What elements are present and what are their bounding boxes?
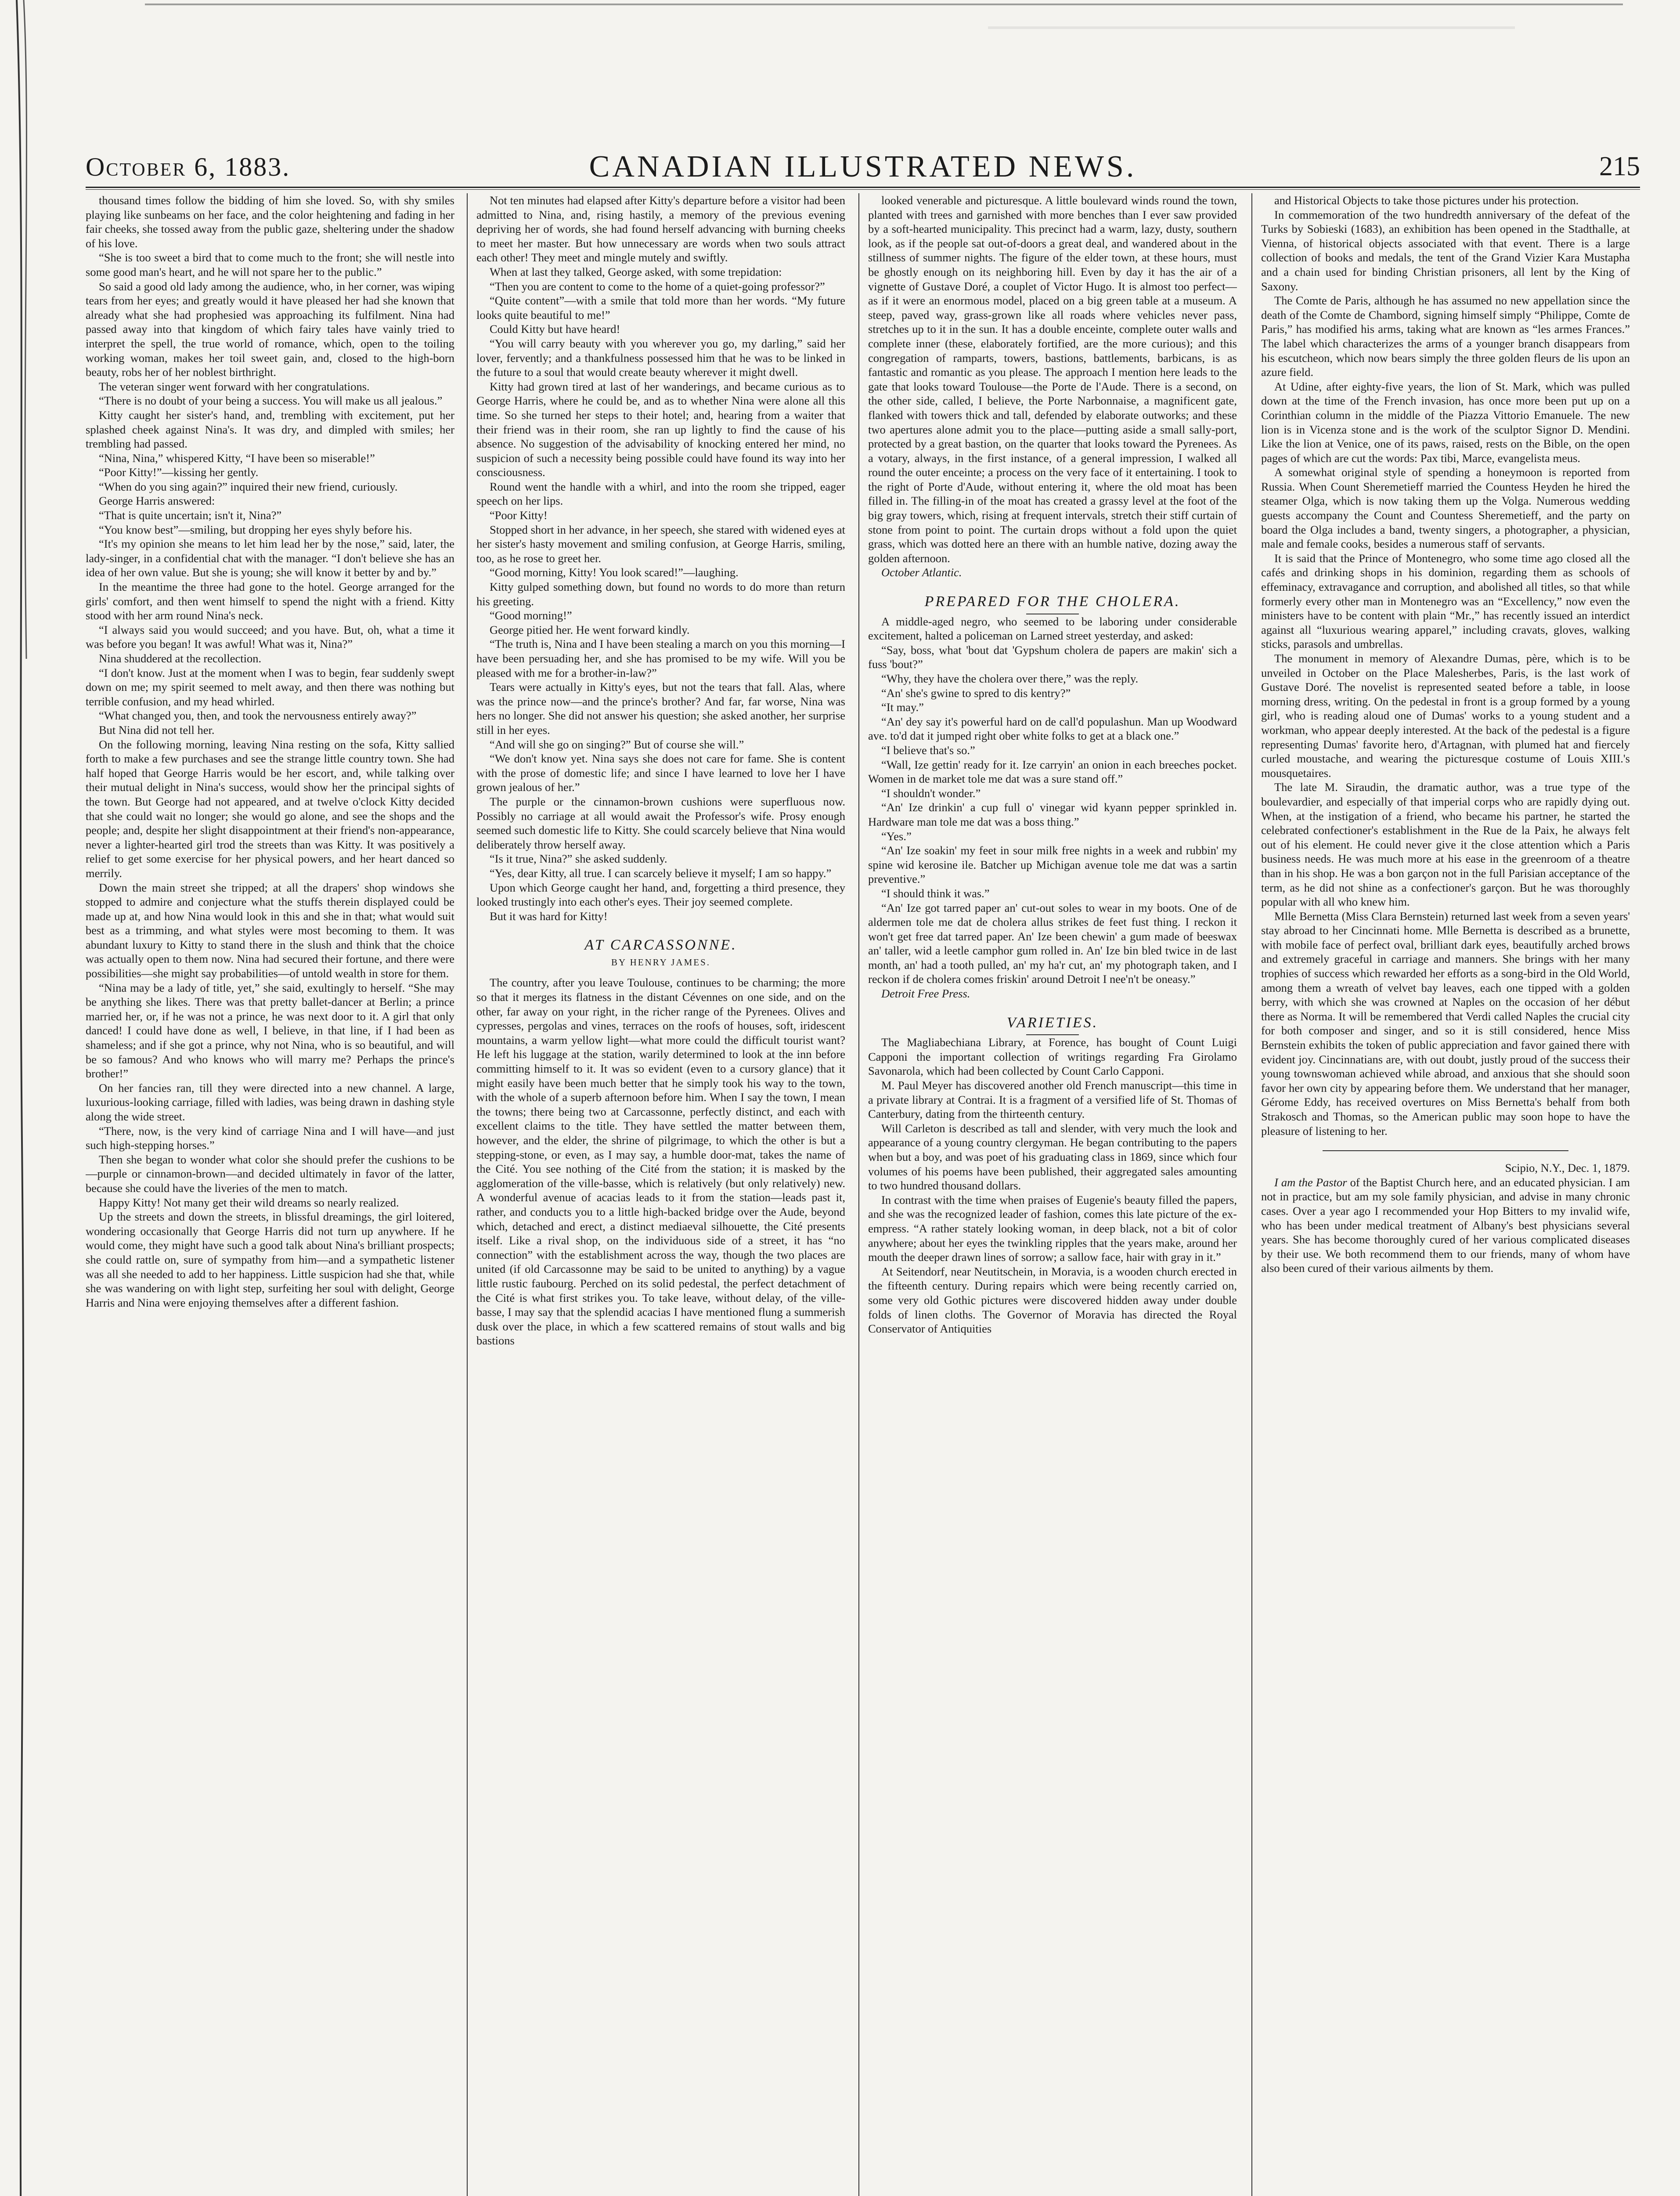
binding-edge-graphic (9, 0, 35, 2196)
paragraph: The veteran singer went forward with her congratulations. (99, 379, 370, 393)
ad-dateline: Scipio, N.Y., Dec. 1, 1879. (1505, 1161, 1630, 1175)
paragraph: Kitty gulped something down, but found no words to do more than return his greeting. (476, 580, 845, 608)
paragraph: “It may.” (881, 701, 924, 714)
binding-edge (9, 0, 35, 2196)
column-rule (858, 193, 859, 2196)
paragraph: M. Paul Meyer has discovered another old French manuscript—this time in a private library at Contrai. It is a fragment of a versified life of St. Thomas of Canterbury, dating from the thirteenth century. (868, 1079, 1237, 1121)
paragraph: But Nina did not tell her. (99, 723, 215, 737)
paragraph: Mlle Bernetta (Miss Clara Bernstein) returned last week from a seven years' stay abroad to her Cincinnati home. Mlle Bernetta is described as a brunette, with mobile face of perfect oval, brilliant dark eyes, beautifully arched brows and extremely graceful in carriage and manners. She brings with her many trophies of success which rewarded her efforts as a song-bird in the Old World, among them a wreath of velvet bay leaves, each one tipped with a golden berry, with which she was crowned at Naples on the occasion of her début there as Norma. It will be remembered that Verdi called Naples the crucial city for both composer and singer, and so it is still considered, hence Miss Bernstein exhibits the token of public appreciation and favor gained there with evident joy. Cincinnatians are, with out doubt, justly proud of the success their young townswoman achieved while abroad, and anxious that she should soon favor her own city by appearing before them. We understand that her manager, Gérome Eddy, has received overtures on Miss Bernetta's behalf from both Strakosch and Thomas, so the American public may soon hope to have the pleasure of listening to her. (1261, 909, 1630, 1138)
bleed-through-mark (988, 26, 1515, 29)
paragraph: “Nina may be a lady of title, yet,” she said, exultingly to herself. “She may be anything she likes. There was that pretty ballet-dancer at Berlin; a prince married her, or, if he was not a prince, he was next door to it. A girl that only danced! I could have done as well, I believe, in that line, if I had been as shameless; and if she got a prince, why not Nina, who is so beautiful, and will be so famous? And who knows who will marry me? Perhaps the prince's brother!” (86, 981, 454, 1080)
paragraph: So said a good old lady among the audience, who, in her corner, was wiping tears from her eyes; and greatly would it have pleased her had she known that already what she had prophesied was approaching its fulfilment. Nina had passed away into that kingdom of which fairy tales have vainly tried to interpret the spell, the true world of romance, which, open to the toiling working woman, makes her toil sweet gain, and, closed to the high-born beauty, robs her of her noblest birthright. (86, 279, 454, 379)
column-rule (1251, 193, 1252, 2196)
column-3 (868, 193, 1237, 2196)
paragraph: Kitty caught her sister's hand, and, trembling with excitement, put her splashed cheek against Nina's. It was dry, and dimpled with smiles; her trembling had passed. (86, 408, 454, 451)
paragraph: In commemoration of the two hundredth anniversary of the defeat of the Turks by Sobieski (1683), an exhibition has been opened in the Stadthalle, at Vienna, of historical objects associated with that event. There is a large collection of books and medals, the tent of the Grand Vizier Kara Mustapha and a chain used for binding Christian prisoners, all lent by the King of Saxony. (1261, 208, 1630, 293)
paragraph: “I don't know. Just at the moment when I was to begin, fear suddenly swept down on me; my spirit seemed to melt away, and then there was nothing but terrible confusion, and my head whirled. (86, 666, 454, 708)
paragraph: “Wall, Ize gettin' ready for it. Ize carryin' an onion in each breeches pocket. Women in de market tole me dat was a sure stand off.” (868, 758, 1237, 786)
source-credit: Detroit Free Press. (881, 987, 970, 1000)
page-number: 215 (1599, 152, 1640, 181)
paragraph: Stopped short in her advance, in her speech, she stared with widened eyes at her sister's hasty movement and smiling confusion, at George Harris, smiling, too, as he rose to greet her. (476, 523, 845, 565)
paragraph: Happy Kitty! Not many get their wild dreams so nearly realized. (99, 1196, 399, 1209)
advertisement-text (1261, 1175, 1630, 1275)
paragraph: But it was hard for Kitty! (490, 909, 608, 923)
paragraph: “Quite content”—with a smile that told more than her words. “My future looks quite beautiful to me!” (476, 294, 845, 321)
paragraph: “And will she go on singing?” But of course she will.” (490, 737, 744, 751)
paragraph: “Good morning!” (490, 609, 572, 622)
paragraph: Could Kitty but have heard! (490, 322, 620, 336)
paragraph: The monument in memory of Alexandre Dumas, père, which is to be unveiled in October on the Place Malesherbes, Paris, is the last work of Gustave Doré. The novelist is represented seated before a table, in loose morning dress, writing. On the pedestal in front is a group formed by a young girl, who is reading aloud one of Dumas' works to a young student and a workman, who appear deeply interested. At the back of the pedestal is a figure representing Dumas' favorite hero, d'Artagnan, with plumed hat and fiercely curled moustache, and wearing the picturesque costume of Louis XIII.'s mousquetaires. (1261, 652, 1630, 780)
section-title-cholera: PREPARED FOR THE CHOLERA. (924, 593, 1181, 610)
paragraph: A somewhat original style of spending a honeymoon is reported from Russia. When Count Sheremetieff married the Countess Heyden he hired the steamer Olga, which is now taking them up the Volga. Numerous wedding guests accompany the Count and Countess Sheremetieff, and the party on board the Olga includes a band, twenty singers, a photographer, a physician, male and female cooks, besides a numerous staff of servants. (1261, 466, 1630, 551)
paragraph: “There, now, is the very kind of carriage Nina and I will have—and just such high-stepping horses.” (86, 1124, 454, 1152)
section-title-varieties: VARIETIES. (1006, 1014, 1099, 1031)
paragraph: “The truth is, Nina and I have been stealing a march on you this morning—I have been persuading her, and she has promised to be my wife. Will you be pleased with me for a brother-in-law?” (476, 637, 845, 679)
paragraph: “Is it true, Nina?” she asked suddenly. (490, 852, 667, 866)
paragraph: Down the main street she tripped; at all the drapers' shop windows she stopped to admire and conjecture what the stuffs therein displayed could be made up at, and how Nina would look in this and she in that; what would suit best as a trimming, and what styles were most becoming to them. It was abundant luxury to Kitty to stand there in the slush and think that the choice was actually open to them now. Nina had secured their fortune, and there were possibilities—she might say probabilities—of untold wealth in store for them. (86, 881, 454, 980)
paragraph: The purple or the cinnamon-brown cushions were superfluous now. Possibly no carriage at all would await the Professor's wife. Prosy enough seemed such domestic life to Kitty. She could scarcely believe that Nina would deliberately throw herself away. (476, 795, 845, 851)
paragraph: George pitied her. He went forward kindly. (490, 623, 690, 636)
paragraph: “An' she's gwine to spred to dis kentry?” (881, 686, 1071, 700)
paragraph: “I believe that's so.” (881, 743, 975, 757)
paragraph: “An' Ize drinkin' a cup full o' vinegar wid kyann pepper sprinkled in. Hardware man tole me dat was a boss thing.” (868, 801, 1237, 828)
paragraph: “Then you are content to come to the home of a quiet-going professor?” (490, 279, 825, 293)
paragraph: A middle-aged negro, who seemed to be laboring under considerable excitement, halted a policeman on Larned street yesterday, and asked: (868, 614, 1237, 643)
ad-body: of the Baptist Church here, and an educated physician. I am not in practice, but am my sole family physician, and advise in many chronic cases. Over a year ago I recommended your Hop Bitters to my invalid wife, who has been under medical treatment of Albany's best physicians several years. She has become thoroughly cured of her various complicated diseases by their use. We both recommend them to our friends, many of whom have also been cured of their various ailments by them. (1261, 1175, 1630, 1275)
paragraph: When at last they talked, George asked, with some trepidation: (490, 265, 782, 278)
paragraph: Nina shuddered at the recollection. (99, 652, 262, 665)
paragraph: thousand times follow the bidding of him she loved. So, with shy smiles playing like sunbeams on her face, and the color heightening and fading in her fair cheeks, she tossed away from the public gaze, sheltering under the shadow of his love. (86, 194, 454, 250)
paragraph: On the following morning, leaving Nina resting on the sofa, Kitty sallied forth to make a few purchases and see the strange little country town. She had half hoped that George Harris would be her escort, and, while talking over their mutual delight in Nina's success, would show her the principal sights of the town. But George had not appeared, and at twelve o'clock Kitty decided that she could wait no longer; she would go alone, and see the shops and the people; and, despite her slight disappointment at their friend's non-appearance, never a lighter-hearted girl trod the streets than was Kitty. It was positively a relief to get some exercise for her physical powers, and her heart danced so merrily. (86, 737, 454, 880)
masthead (86, 149, 1640, 189)
paragraph: Will Carleton is described as tall and slender, with very much the look and appearance of a young country clergyman. He began contributing to the papers when but a boy, and was poet of his graduating class in 1869, since which four volumes of his poems have been published, their aggregated sales amounting to two hundred thousand dollars. (868, 1121, 1237, 1192)
paragraph: “Say, boss, what 'bout dat 'Gypshum cholera de papers are makin' sich a fuss 'bout?” (868, 643, 1237, 671)
paragraph: and Historical Objects to take those pictures under his protection. (1274, 194, 1579, 207)
paragraph: “I should think it was.” (881, 886, 990, 900)
paragraph: “There is no doubt of your being a success. You will make us all jealous.” (99, 394, 443, 408)
paragraph: Upon which George caught her hand, and, forgetting a third presence, they looked trustingly into each other's eyes. Their joy seemed complete. (476, 881, 845, 909)
paragraph: “When do you sing again?” inquired their new friend, curiously. (99, 480, 398, 493)
paragraph: “An' dey say it's powerful hard on de call'd populashun. Man up Woodward ave. to'd dat it jumped right ober white folks to get at a black one.” (868, 715, 1237, 743)
paragraph: Up the streets and down the streets, in blissful dreamings, the girl loitered, wondering occasionally that George Harris did not turn up anywhere. If he would come, they might have such a good talk about Nina's brilliant prospects; she could rattle on, sure of sympathy from him—and a sympathetic listener was all she needed to add to her happiness. Little suspicion had she that, while she was wandering on with light step, surfeiting her soul with delight, George Harris and Nina were enjoying themselves after a different fashion. (86, 1210, 454, 1309)
paragraph: At Seitendorf, near Neutitschein, in Moravia, is a wooden church erected in the fifteenth century. During repairs which were being recently carried on, some very old Gothic pictures were discovered hidden away under double folds of linen cloths. The Governor of Moravia has directed the Royal Conservator of Antiquities (868, 1264, 1237, 1336)
paragraph: “What changed you, then, and took the nervousness entirely away?” (99, 709, 417, 722)
paragraph: The late M. Siraudin, the dramatic author, was a true type of the boulevardier, and especially of that imperial corps who are rapidly dying out. When, at the instigation of a friend, who became his partner, he started the celebrated confectioner's establishment in the Rue de la Paix, he always felt out of his element. He could never give it the close attention which a Paris business needs. He was much more at his ease in the greenroom of a theatre than in his shop. He was a bon garçon not in the full Parisian acceptance of the term, as he did not shine as a confectioner's garçon. But he was thoroughly popular with all who knew him. (1261, 780, 1630, 909)
paragraph: “Good morning, Kitty! You look scared!”—laughing. (490, 566, 739, 579)
paragraph: Round went the handle with a whirl, and into the room she tripped, eager speech on her lips. (476, 480, 845, 508)
paragraph: “You will carry beauty with you wherever you go, my darling,” said her lover, fervently; and a thankfulness possessed him that he was to be linked in the future to a soul that would create beauty wherever it might dwell. (476, 336, 845, 379)
paragraph: “Nina, Nina,” whispered Kitty, “I have been so miserable!” (99, 451, 375, 465)
source-credit: October Atlantic. (881, 566, 962, 579)
paragraph: “That is quite uncertain; isn't it, Nina?” (99, 509, 282, 522)
paragraph: Kitty had grown tired at last of her wanderings, and became curious as to George Harris, where he could be, and as to whether Nina were alone all this time. So she turned her steps to their hotel; and, hearing from a waiter that their friend was in their room, she ran up lightly to find the cause of his absence. No suggestion of the advisability of knocking entered her mind, no suspicion of such a necessity being possible could have found its way into her consciousness. (476, 379, 845, 479)
section-title-carcassonne: AT CARCASSONNE. (584, 937, 737, 954)
paragraph: “We don't know yet. Nina says she does not care for fame. She is content with the prose of domestic life; and since I have learned to love her I have grown jealous of her.” (476, 752, 845, 794)
paragraph: “I always said you would succeed; and you have. But, oh, what a time it was before you began! It was awful! What was it, Nina?” (86, 623, 454, 651)
paragraph: George Harris answered: (99, 494, 215, 508)
paragraph: The Magliabechiana Library, at Forence, has bought of Count Luigi Capponi the important collection of writings regarding Fra Girolamo Savonarola, which had been collected by Count Carlo Capponi. (868, 1036, 1237, 1078)
paragraph: The country, after you leave Toulouse, continues to be charming; the more so that it merges its flatness in the distant Cévennes on one side, and on the other, far away on your right, in the richer range of the Pyrenees. Olives and cypresses, pergolas and vines, terraces on the roofs of houses, soft, iridescent mountains, a warm yellow light—what more could the difficult tourist want? He left his luggage at the station, warily determined to look at the inn before committing himself to it. It was so evident (even to a cursory glance) that it might easily have been much better that he simply took his way to the town, with the whole of a superb afternoon before him. When I say the town, I mean the towns; there being two at Carcassonne, perfectly distinct, and each with excellent claims to the title. They have settled the matter between them, however, and the elder, the shrine of pilgrimage, to which the other is but a stepping-stone, or even, as I may say, a humble door-mat, takes the name of the Cité. You see nothing of the Cité from the station; it is masked by the agglomeration of the ville-basse, which is relatively (but only relatively) new. A wonderful avenue of acacias leads to it from the station—leads past it, rather, and conducts you to a little high-backed bridge over the Aude, beyond which, detached and erect, a distinct mediaeval silhouette, the Cité presents itself. Like a rival shop, on the individuous side of a street, it has “no connection” with the establishment across the way, though the two places are united (if old Carcassonne may be said to be united to anything) by a vague little rustic faubourg. Perched on its solid pedestal, the perfect detachment of the Cité is what first strikes you. To take leave, without delay, of the ville-basse, I may say that the splendid acacias I have mentioned flung a summerish dusk over the place, in which a few scattered remains of stout walls and big bastions (476, 976, 845, 1347)
paragraph: At Udine, after eighty-five years, the lion of St. Mark, which was pulled down at the time of the French invasion, has once more been put up on a Corinthian column in the middle of the Piazza Vittorio Emanuele. The new lion is in Vicenza stone and is the work of the sculptor Signor D. Mendini. Like the lion at Venice, one of its paws, raised, rests on the Bible, on the open pages of which are cut the words: Pax tibi, Marce, evangelista meus. (1261, 379, 1630, 465)
paragraph: “An' Ize soakin' my feet in sour milk free nights in a week and rubbin' my spine wid kerosine ile. Batcher up Michigan avenue tole me dat was a sartin preventive.” (868, 844, 1237, 886)
ad-lead: I am the Pastor (1274, 1175, 1347, 1189)
paragraph: “I shouldn't wonder.” (881, 786, 981, 800)
paragraph: Not ten minutes had elapsed after Kitty's departure before a visitor had been admitted to Nina, and, rising hastily, a memory of the previous evening depriving her of words, she had found herself advancing with burning cheeks to meet her master. But how unnecessary are words when two souls attract each other! They meet and mingle mutely and swiftly. (476, 194, 845, 264)
paragraph: “It's my opinion she means to let him lead her by the nose,” said, later, the lady-singer, in a confidential chat with the manager. “I don't believe she has an idea of her own value. But she is young; she will know it better by and by.” (86, 537, 454, 579)
paragraph: “Poor Kitty!”—kissing her gently. (99, 466, 259, 479)
column-1 (86, 193, 454, 2196)
paragraph: In the meantime the three had gone to the hotel. George arranged for the girls' comfort, and then went himself to spend the night with a friend. Kitty stood with her arm round Nina's neck. (86, 580, 454, 622)
paragraph: “You know best”—smiling, but dropping her eyes shyly before his. (99, 523, 412, 536)
advertisement-rule (1323, 1150, 1568, 1151)
issue-date: October 6, 1883. (86, 152, 291, 181)
paragraph: On her fancies ran, till they were directed into a new channel. A large, luxurious-looking carriage, filled with ladies, was being drawn in dashing style along the wide street. (86, 1081, 454, 1123)
paragraph: looked venerable and picturesque. A little boulevard winds round the town, planted with trees and garnished with more benches than I ever saw provided by a soft-hearted municipality. This precinct had a warm, lazy, dusty, southern look, as if the people sat out-of-doors a great deal, and wandered about in the stillness of summer nights. The figure of the elder town, at these hours, must be ghostly enough on its neighboring hill. Even by day it has the air of a vignette of Gustave Doré, a couplet of Victor Hugo. It is almost too perfect—as if it were an enormous model, placed on a big green table at a museum. A steep, paved way, grass-grown like all roads where vehicles never pass, stretches up to it in the sun. It has a double enceinte, complete outer walls and complete inner (these, elaborately fortified, are the more curious); and this congregation of ramparts, towers, bastions, battlements, barbicans, is as fantastic and romantic as you please. The approach I mention here leads to the gate that looks toward Toulouse—the Porte de l'Aude. There is a second, on the other side, called, I believe, the Porte Narbonnaise, a magnificent gate, flanked with towers thick and tall, defended by elaborate outworks; and these two apertures alone admit you to the place—putting aside a small sally-port, protected by a great bastion, on the quarter that looks toward the Pyrenees. As a votary, always, in the first instance, of a general impression, I walked all round the outer enceinte; a process on the very face of it entertaining. I took to the right of Porte d'Aude, without entering it, where the old moat has been filled in. The filling-in of the moat has created a grassy level at the foot of the big gray towers, which, rising at frequent intervals, stretch their stiff curtain of stone from point to point. The curtain drops without a fold upon the quiet grass, which was dotted here an there with an humble native, dozing away the golden afternoon. (868, 194, 1237, 565)
masthead-rule (86, 187, 1640, 190)
paragraph: “Yes, dear Kitty, all true. I can scarcely believe it myself; I am so happy.” (490, 866, 832, 880)
paragraph: “Yes.” (881, 829, 912, 843)
publication-title: CANADIAN ILLUSTRATED NEWS. (589, 150, 1137, 184)
paragraph: In contrast with the time when praises of Eugenie's beauty filled the papers, and she was the recognized leader of fashion, comes this late picture of the ex-empress. “A rather stately looking woman, in deep black, not a bit of color anywhere; about her eyes the twinkling ripples that the years make, around her mouth the deeper drawn lines of sorrow; a sallow face, hair with gray in it.” (868, 1193, 1237, 1264)
column-rule (467, 193, 468, 2196)
paragraph: “An' Ize got tarred paper an' cut-out soles to wear in my boots. One of de aldermen tole me dat de cholera allus strikes de feet fust thing. I reckon it won't get free dat tarred paper. An' Ize been chewin' a gum made of beeswax an' taller, wid a leetle camphor gum rolled in. An' Ize bin bled twice in de last month, an' had a tooth pulled, an' my ha'r cut, an' my photograph taken, and I reckon if de cholera comes friskin' around Detroit I nee'n't be oneasy.” (868, 901, 1237, 986)
top-edge-rule (145, 4, 1623, 5)
paragraph: “She is too sweet a bird that to come much to the front; she will nestle into some good man's heart, and he will not spare her to the public.” (86, 251, 454, 278)
paragraph: Tears were actually in Kitty's eyes, but not the tears that fall. Alas, where was the prince now—and the prince's brother? And far, far worse, Nina was hers no longer. She did not answer his question; she asked another, her surprise still in her eyes. (476, 680, 845, 737)
paragraph: “Why, they have the cholera over there,” was the reply. (881, 672, 1139, 685)
paragraph: It is said that the Prince of Montenegro, who some time ago closed all the cafés and drinking shops in his dominion, regarding them as schools of effeminacy, extravagance and corruption, and abolished all titles, so that while formerly every other man in Montenegro was an “Excellency,” now even the ministers have to be content with plain “Mr.,” has recently issued an interdict against all “luxurious wearing apparel,” including cravats, gloves, walking sticks, parasols and umbrellas. (1261, 551, 1630, 651)
byline: BY HENRY JAMES. (611, 957, 711, 968)
column-2 (476, 193, 845, 2196)
paragraph: The Comte de Paris, although he has assumed no new appellation since the death of the Comte de Chambord, signing himself simply “Philippe, Comte de Paris,” has modified his arms, taking what are known as “les armes Frances.” The label which characterizes the arms of a younger branch disappears from his escutcheon, which now bears simply the three golden fleurs de lis upon an azure field. (1261, 294, 1630, 379)
paragraph: Then she began to wonder what color she should prefer the cushions to be—purple or cinnamon-brown—and decided ultimately in favor of the latter, because she could have the liveries of the men to match. (86, 1152, 454, 1195)
column-4 (1261, 193, 1630, 2196)
paragraph: “Poor Kitty! (490, 509, 548, 522)
